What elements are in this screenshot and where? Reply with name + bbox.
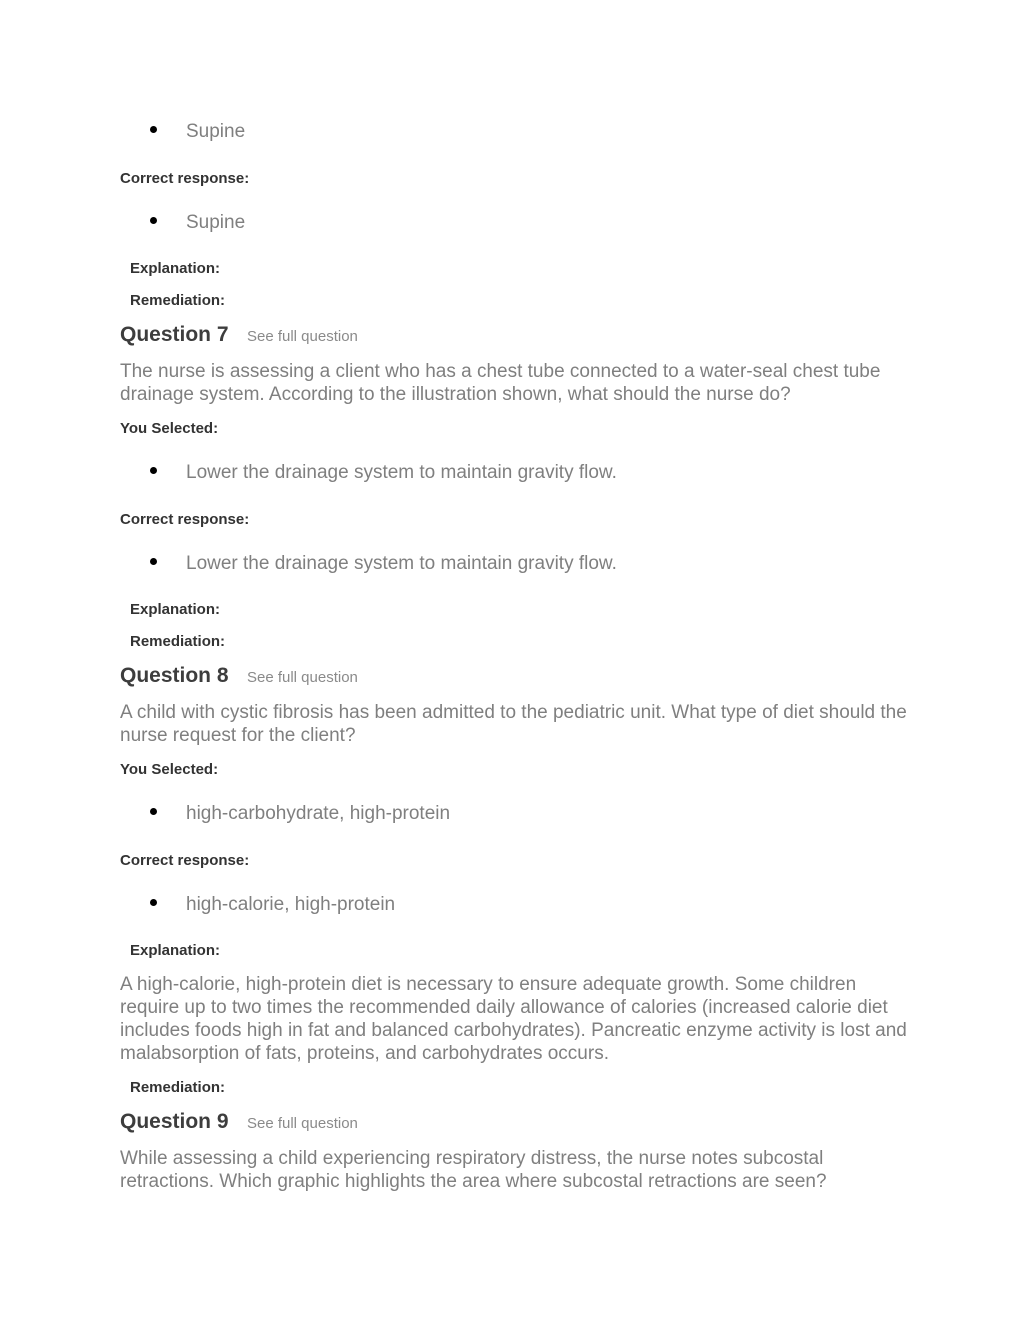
remediation-label: Remediation: [130,292,226,309]
correct-answer-text: Supine [186,212,246,233]
remediation-label: Remediation: [130,633,226,650]
you-selected-label: You Selected: [120,761,219,778]
selected-answer-text: Lower the drainage system to maintain gravity flow. [186,462,617,483]
correct-response-label: Correct response: [120,511,250,528]
see-full-question-link[interactable]: See full question [246,669,358,686]
question-title: Question 8 [120,664,229,687]
question-text: A child with cystic fibrosis has been admitted to the pediatric unit. What type of diet should the nurse request for the client? [120,702,907,746]
remediation-label: Remediation: [130,1079,226,1096]
explanation-label: Explanation: [130,942,221,959]
bullet-icon [150,808,157,815]
you-selected-label: You Selected: [120,420,219,437]
question-8-header [120,662,358,690]
correct-answer-text: high-calorie, high-protein [186,894,396,915]
bullet-icon [150,467,157,474]
question-title: Question 7 [120,323,229,346]
see-full-question-link[interactable]: See full question [246,328,358,345]
bullet-icon [150,899,157,906]
question-text: While assessing a child experiencing respiratory distress, the nurse notes subcostal retractions. Which graphic highlights the area where subcostal retractions are seen? [120,1148,827,1192]
bullet-icon [150,126,157,133]
question-title: Question 9 [120,1110,229,1133]
question-text: The nurse is assessing a client who has a chest tube connected to a water-seal chest tube drainage system. According to the illustration shown, what should the nurse do? [120,361,881,405]
bullet-icon [150,558,157,565]
selected-answer-text: high-carbohydrate, high-protein [186,803,451,824]
explanation-label: Explanation: [130,601,221,618]
question-7-header [120,321,358,349]
correct-response-label: Correct response: [120,170,250,187]
bullet-icon [150,217,157,224]
see-full-question-link[interactable]: See full question [246,1115,358,1132]
question-9-header [120,1108,358,1136]
explanation-label: Explanation: [130,260,221,277]
correct-response-label: Correct response: [120,852,250,869]
selected-answer-text: Supine [186,121,246,142]
explanation-text: A high-calorie, high-protein diet is necessary to ensure adequate growth. Some children require up to two times the recommended daily allowance of calories (increased calorie diet includes foods high in fat and balanced carbohydrates). Pancreatic enzyme activity is lost and malabsorption of fats, proteins, and carbohydrates occurs. [120,974,907,1064]
correct-answer-text: Lower the drainage system to maintain gravity flow. [186,553,617,574]
